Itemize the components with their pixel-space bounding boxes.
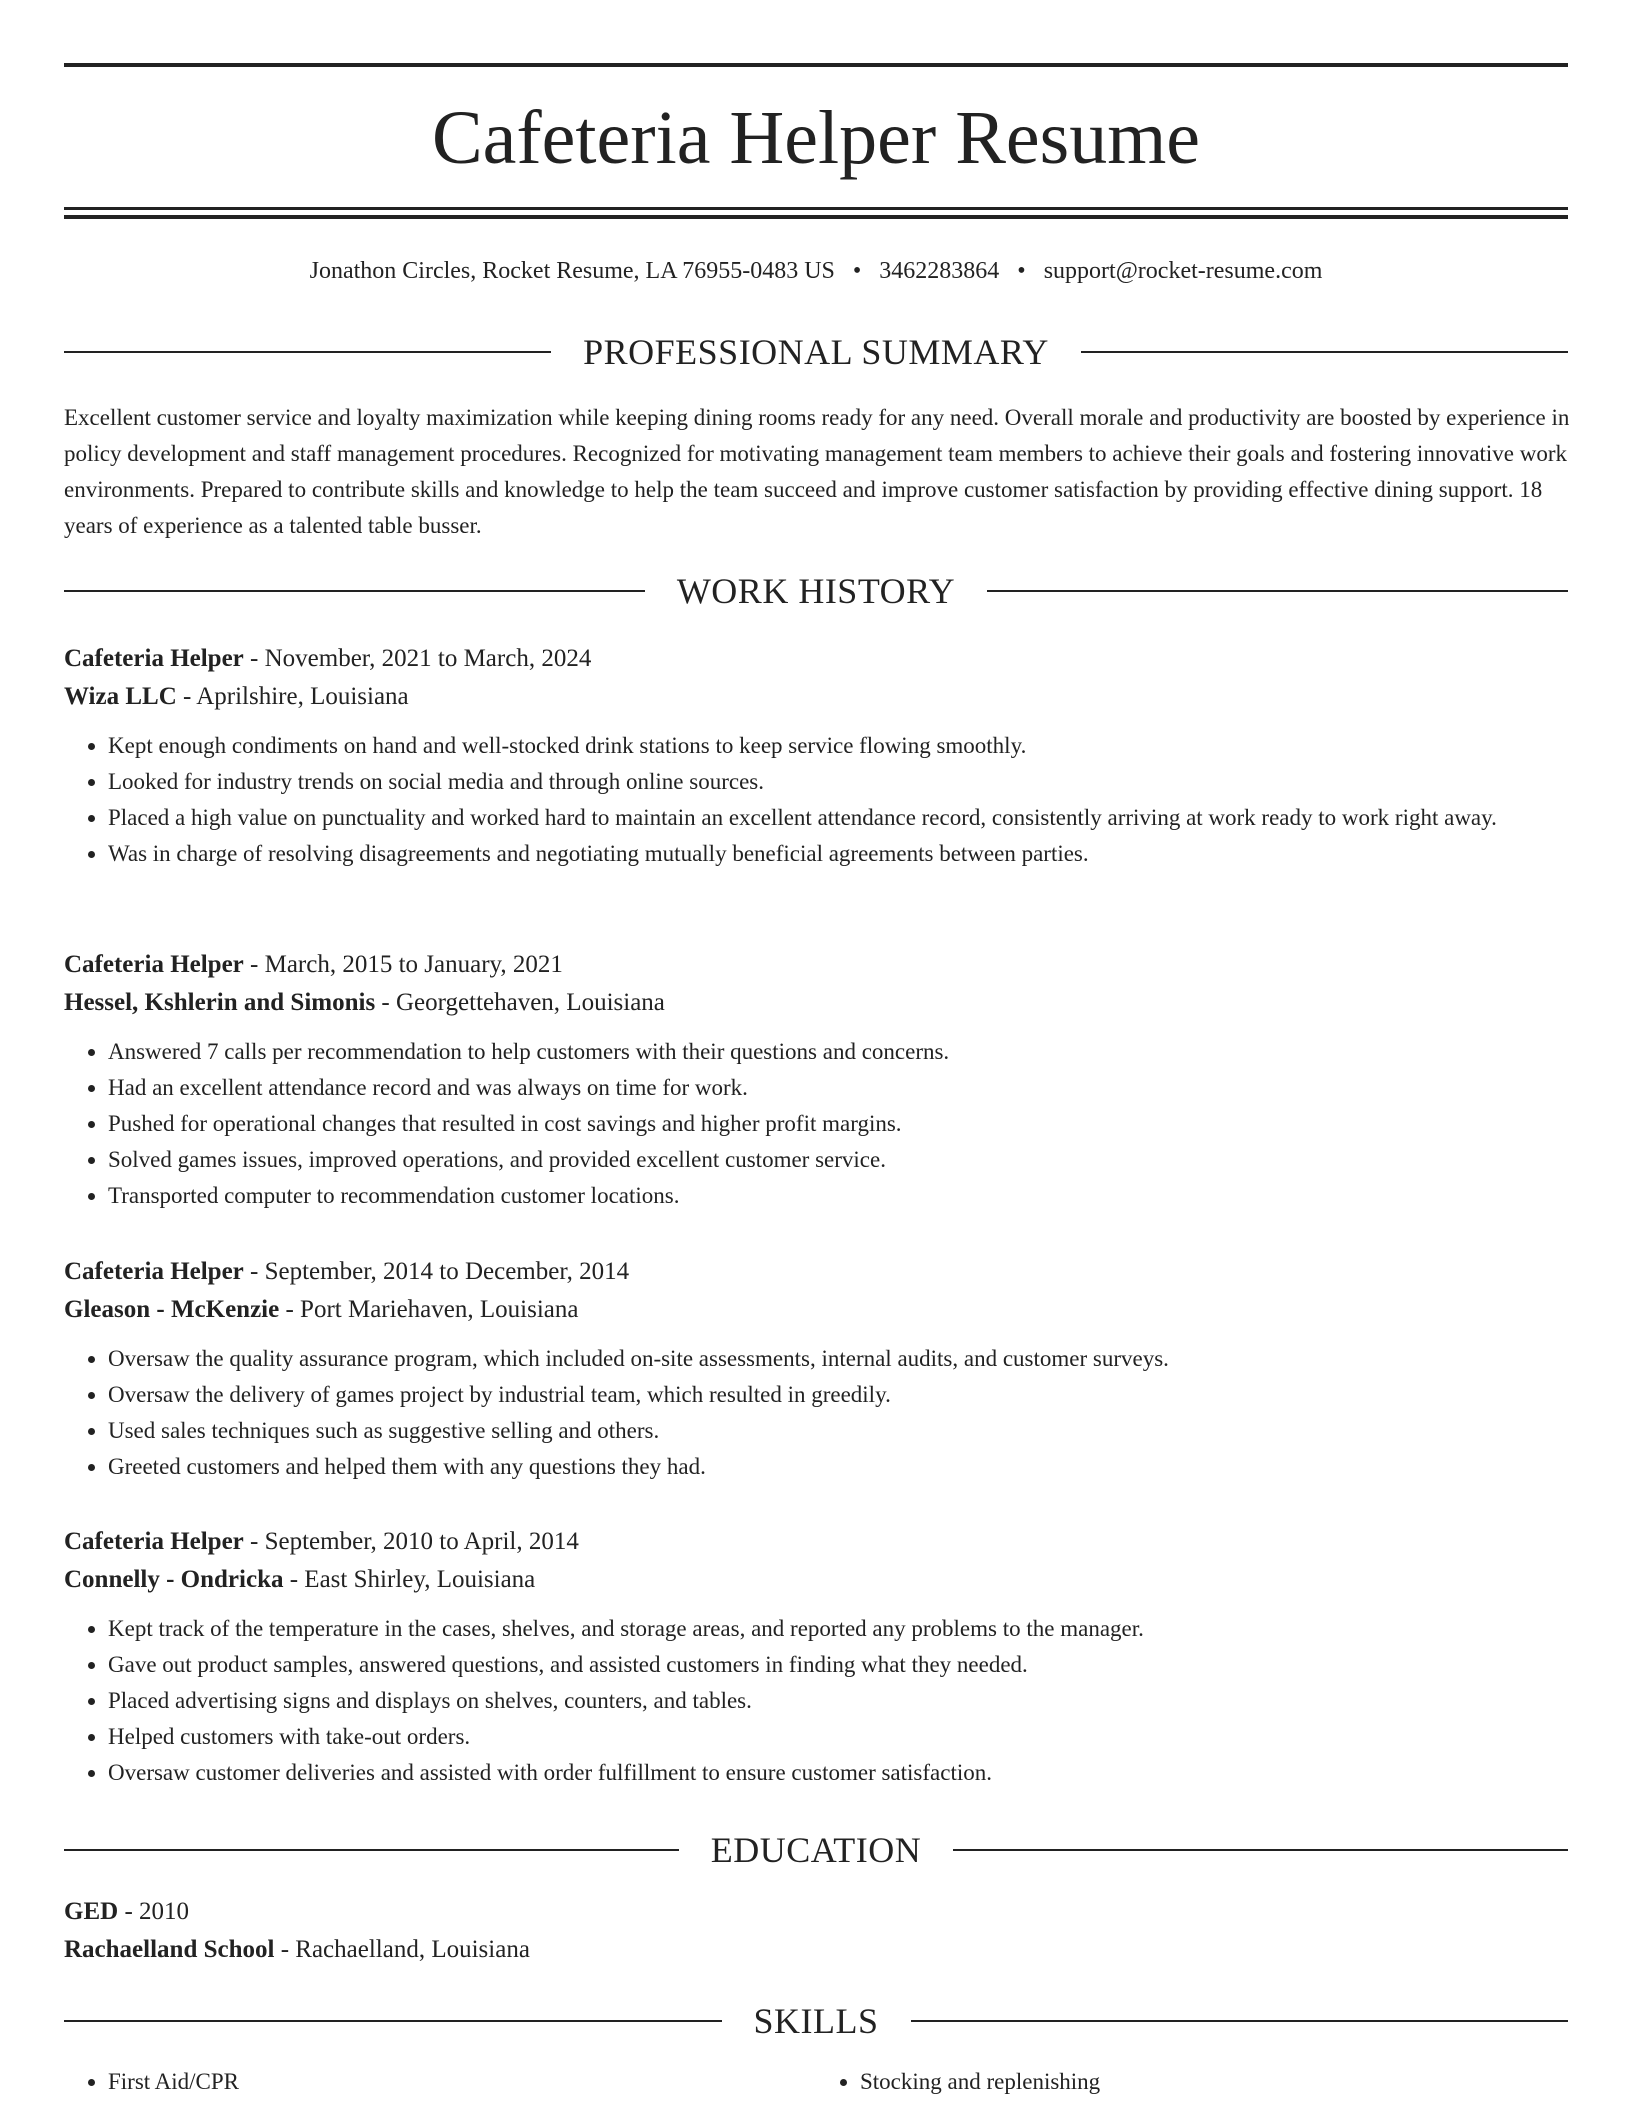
job-title: Cafeteria Helper — [64, 1528, 244, 1555]
job-title: Cafeteria Helper — [64, 645, 244, 672]
list-item: • Stocking and replenishing — [860, 2064, 1568, 2100]
list-item: • Solved games issues, improved operations, and provided excellent customer service. — [108, 1142, 1572, 1178]
job-company-line — [64, 1291, 1572, 1329]
job-role-line — [64, 640, 1572, 678]
job-location: - Aprilshire, Louisiana — [176, 683, 409, 710]
section-rule — [987, 590, 1568, 592]
job-company: Connelly - Ondricka — [64, 1566, 284, 1593]
job-bullets — [64, 1611, 1572, 1791]
job-entry — [64, 1253, 1572, 1485]
top-rule — [64, 63, 1568, 67]
contact-separator: • — [1017, 258, 1026, 284]
job-role-line — [64, 946, 1572, 984]
list-item: • Kept enough condiments on hand and well-stocked drink stations to keep service flowing smoothly. — [108, 728, 1572, 764]
education-year: - 2010 — [118, 1898, 190, 1925]
section-title: WORK HISTORY — [676, 571, 956, 611]
skills-column-right — [816, 2064, 1568, 2100]
list-item: • Pushed for operational changes that resulted in cost savings and higher profit margins. — [108, 1106, 1572, 1142]
section-rule — [64, 590, 645, 592]
education-degree: GED — [64, 1898, 119, 1925]
list-item: • Oversaw the delivery of games project by industrial team, which resulted in greedily. — [108, 1377, 1572, 1413]
job-company-line — [64, 1561, 1572, 1599]
education-entry — [64, 1893, 1568, 1969]
section-education — [64, 1828, 1568, 1872]
resume-title: Cafeteria Helper Resume — [431, 96, 1201, 180]
skills-list — [64, 2064, 1568, 2100]
job-dates: - March, 2015 to January, 2021 — [243, 951, 563, 978]
contact-address: Jonathon Circles, Rocket Resume, LA 76955-0483 US — [309, 258, 835, 284]
job-location: - East Shirley, Louisiana — [283, 1566, 536, 1593]
section-rule — [953, 1849, 1568, 1851]
job-bullets — [64, 1034, 1572, 1214]
section-work-history — [64, 569, 1568, 613]
section-rule — [911, 2020, 1569, 2022]
education-degree-line — [64, 1893, 1568, 1931]
section-rule — [1081, 351, 1568, 353]
list-item: • Had an excellent attendance record and was always on time for work. — [108, 1070, 1572, 1106]
skills-column-left — [64, 2064, 816, 2100]
list-item: • First Aid/CPR — [108, 2064, 816, 2100]
education-school: Rachaelland School — [64, 1936, 275, 1963]
list-item: • Oversaw the quality assurance program, which included on-site assessments, internal audits, and customer surveys. — [108, 1341, 1572, 1377]
section-skills — [64, 1999, 1568, 2043]
job-location: - Georgettehaven, Louisiana — [375, 989, 665, 1016]
section-title: PROFESSIONAL SUMMARY — [583, 332, 1049, 372]
list-item: • Kept track of the temperature in the cases, shelves, and storage areas, and reported any problems to the manager. — [108, 1611, 1572, 1647]
list-item: • Greeted customers and helped them with any questions they had. — [108, 1449, 1572, 1485]
section-title: EDUCATION — [710, 1830, 922, 1870]
job-entry — [64, 946, 1572, 1214]
section-title: SKILLS — [753, 2001, 879, 2041]
job-dates: - November, 2021 to March, 2024 — [243, 645, 592, 672]
contact-phone: 3462283864 — [879, 258, 1000, 284]
job-title: Cafeteria Helper — [64, 1258, 244, 1285]
job-bullets — [64, 1341, 1572, 1485]
section-rule — [64, 2020, 722, 2022]
job-dates: - September, 2014 to December, 2014 — [243, 1258, 630, 1285]
job-title: Cafeteria Helper — [64, 951, 244, 978]
list-item: • Answered 7 calls per recommendation to help customers with their questions and concerns. — [108, 1034, 1572, 1070]
section-rule — [64, 1849, 679, 1851]
job-entry — [64, 1523, 1572, 1791]
job-location: - Port Mariehaven, Louisiana — [279, 1296, 579, 1323]
list-item: • Looked for industry trends on social media and through online sources. — [108, 764, 1572, 800]
job-dates: - September, 2010 to April, 2014 — [243, 1528, 579, 1555]
job-company: Hessel, Kshlerin and Simonis — [64, 989, 376, 1016]
list-item: • Transported computer to recommendation customer locations. — [108, 1178, 1572, 1214]
list-item: • Placed advertising signs and displays on shelves, counters, and tables. — [108, 1683, 1572, 1719]
list-item: • Used sales techniques such as suggestive selling and others. — [108, 1413, 1572, 1449]
education-school-line — [64, 1931, 1568, 1969]
list-item: • Helped customers with take-out orders. — [108, 1719, 1572, 1755]
section-rule — [64, 351, 551, 353]
list-item: • Gave out product samples, answered questions, and assisted customers in finding what they needed. — [108, 1647, 1572, 1683]
job-company-line — [64, 678, 1572, 716]
section-professional-summary — [64, 330, 1568, 374]
job-role-line — [64, 1253, 1572, 1291]
list-item: • Was in charge of resolving disagreements and negotiating mutually beneficial agreements between parties. — [108, 836, 1572, 872]
contact-separator: • — [852, 258, 862, 284]
job-company: Gleason - McKenzie — [64, 1296, 280, 1323]
job-role-line — [64, 1523, 1572, 1561]
education-location: - Rachaelland, Louisiana — [274, 1936, 530, 1963]
job-company: Wiza LLC — [64, 683, 177, 710]
job-bullets — [64, 728, 1572, 872]
contact-line — [64, 254, 1568, 288]
contact-email: support@rocket-resume.com — [1043, 258, 1323, 284]
job-company-line — [64, 984, 1572, 1022]
title-double-rule — [64, 207, 1568, 219]
job-entry — [64, 640, 1572, 872]
list-item: • Placed a high value on punctuality and worked hard to maintain an excellent attendance record, consistently arriving at work ready to work right away. — [108, 800, 1572, 836]
summary-text: Excellent customer service and loyalty maximization while keeping dining rooms ready for any need. Overall morale and productivity are boosted by experience in policy development and staff management procedures. Recognized for motivating management team members to achieve their goals and fostering innovative work environments. Prepared to contribute skills and knowledge to help the team succeed and improve customer satisfaction by providing effective dining support. 18 years of experience as a talented table busser. — [64, 405, 1570, 538]
list-item: • Oversaw customer deliveries and assisted with order fulfillment to ensure customer satisfaction. — [108, 1755, 1572, 1791]
